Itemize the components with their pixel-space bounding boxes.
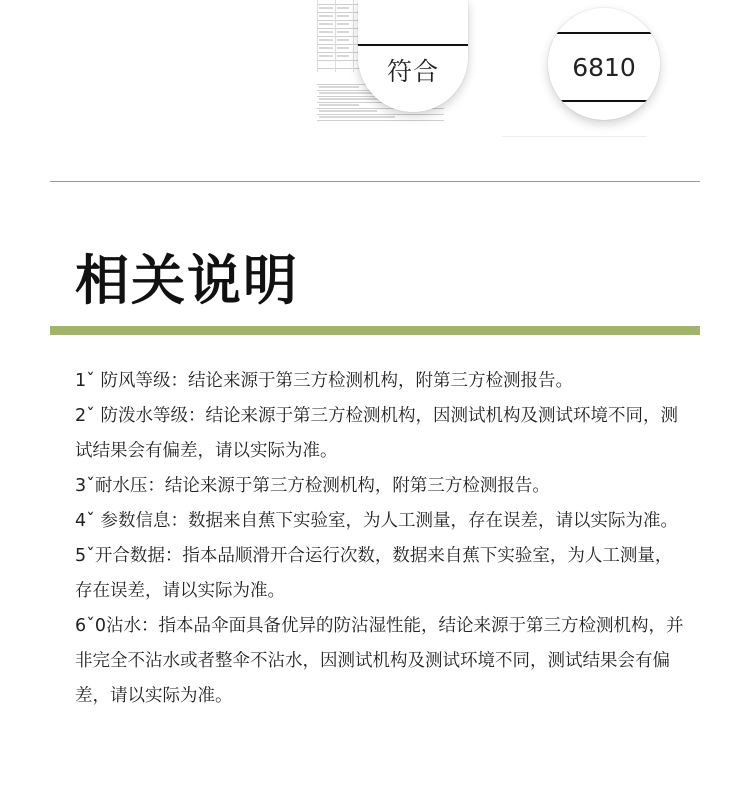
report-blurred-text (319, 116, 395, 118)
report-blurred-text (319, 55, 333, 57)
report-table-column-line (353, 0, 354, 72)
notes-list (75, 364, 685, 714)
section-title: 相关说明 (75, 249, 299, 312)
note-item: 1ˇ 防风等级：结论来源于第三方检测机构，附第三方检测报告。 (75, 371, 573, 391)
report-blurred-text (337, 15, 349, 17)
report-blurred-text (337, 47, 349, 49)
report-blurred-text (319, 92, 377, 94)
table-line (358, 44, 468, 46)
report-table-row (317, 114, 444, 115)
report-blurred-text (319, 104, 359, 106)
report-table-row (317, 120, 444, 121)
magnifier-number (548, 8, 660, 120)
magnifier-conformity (358, 0, 468, 112)
report-blurred-text (337, 23, 349, 25)
note-item: 5ˇ开合数据：指本品顺滑开合运行次数，数据来自蕉下实验室，为人工测量，存在误差，请以实际为准。 (75, 546, 673, 601)
report-blurred-text (319, 86, 359, 88)
note-item: 2ˇ 防泼水等级：结论来源于第三方检测机构，因测试机构及测试环境不同，测试结果会有偏差，请以实际为准。 (75, 406, 678, 461)
note-item: 4ˇ 参数信息：数据来自蕉下实验室，为人工测量，存在误差，请以实际为准。 (75, 511, 678, 531)
report-blurred-text (337, 55, 349, 57)
report-table-column-line (317, 0, 318, 72)
report-blurred-text (337, 7, 349, 9)
report-blurred-text (319, 31, 333, 33)
table-line (548, 100, 660, 102)
title-accent-bar (50, 326, 700, 335)
report-blurred-text (319, 39, 333, 41)
section-divider (50, 181, 700, 182)
report-blurred-text (319, 110, 377, 112)
test-report-preview (0, 0, 750, 145)
report-blurred-text (319, 23, 333, 25)
table-line (548, 32, 660, 34)
faint-rule (502, 136, 647, 137)
magnified-text-conformity: 符合 (386, 57, 439, 86)
magnified-text-number: 6810 (572, 53, 636, 82)
report-blurred-text (319, 15, 333, 17)
report-blurred-text (319, 7, 333, 9)
report-blurred-text (337, 39, 349, 41)
note-item: 6ˇ0沾水：指本品伞面具备优异的防沾湿性能，结论来源于第三方检测机构，并非完全不沾水或者整伞不沾水，因测试机构及测试环境不同，测试结果会有偏差，请以实际为准。 (75, 616, 684, 706)
report-blurred-text (337, 31, 349, 33)
note-item: 3ˇ耐水压：结论来源于第三方检测机构，附第三方检测报告。 (75, 476, 550, 496)
report-table-column-line (335, 0, 336, 72)
report-blurred-text (319, 47, 333, 49)
